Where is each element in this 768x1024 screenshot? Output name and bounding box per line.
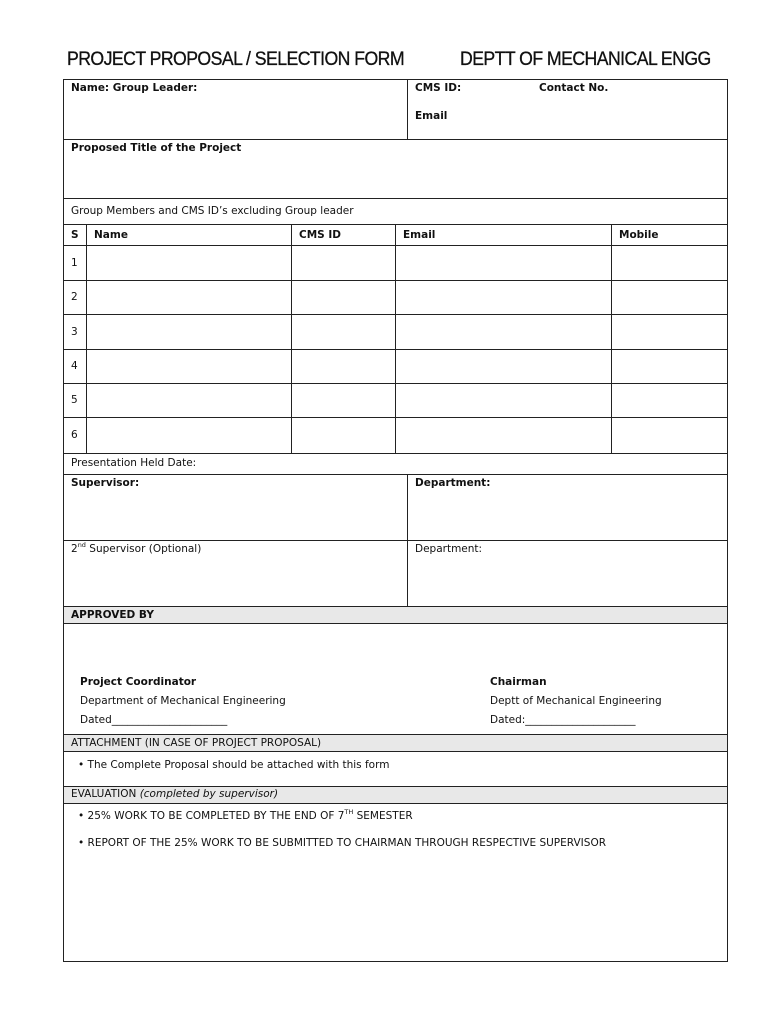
second-supervisor-department-label: Department:	[415, 543, 483, 555]
column-divider	[291, 224, 292, 453]
leader-name-label: Name: Group Leader:	[71, 82, 198, 94]
bullet-icon: •	[78, 759, 85, 771]
bullet-icon: •	[78, 810, 85, 822]
row-divider	[63, 280, 728, 281]
divider	[63, 139, 728, 140]
presentation-date-label: Presentation Held Date:	[71, 457, 197, 469]
row-number: 3	[71, 326, 78, 338]
attachment-heading: ATTACHMENT (IN CASE OF PROJECT PROPOSAL)	[71, 737, 322, 749]
divider	[63, 803, 728, 804]
department-title: DEPTT OF MECHANICAL ENGG	[460, 49, 711, 70]
cms-id-label: CMS ID:	[415, 82, 462, 94]
supervisor-label: Supervisor:	[71, 477, 140, 489]
row-divider	[63, 349, 728, 350]
row-divider	[63, 314, 728, 315]
second-supervisor-label: 2nd Supervisor (Optional)	[71, 541, 202, 555]
section-shade	[64, 607, 727, 623]
row-number: 2	[71, 291, 78, 303]
evaluation-heading: EVALUATION (completed by supervisor)	[71, 788, 279, 800]
chairman-department: Deptt of Mechanical Engineering	[490, 695, 662, 707]
column-divider	[395, 224, 396, 453]
divider	[63, 540, 728, 541]
coordinator-dated: Dated______________________	[80, 714, 228, 726]
divider	[63, 751, 728, 752]
column-divider	[86, 224, 87, 453]
approved-by-heading: APPROVED BY	[71, 609, 154, 621]
contact-label: Contact No.	[539, 82, 609, 94]
row-divider	[63, 383, 728, 384]
row-number: 6	[71, 429, 78, 441]
members-caption: Group Members and CMS ID’s excluding Group leader	[71, 205, 354, 217]
evaluation-bullet: • REPORT OF THE 25% WORK TO BE SUBMITTED TO CHAIRMAN THROUGH RESPECTIVE SUPERVISOR	[78, 837, 606, 849]
row-number: 5	[71, 394, 78, 406]
coordinator-title: Project Coordinator	[80, 676, 197, 688]
row-number: 4	[71, 360, 78, 372]
divider	[63, 198, 728, 199]
chairman-dated: Dated:_____________________	[490, 714, 636, 726]
col-header-cms-id: CMS ID	[299, 229, 341, 241]
evaluation-bullet: • 25% WORK TO BE COMPLETED BY THE END OF 7TH SEMESTER	[78, 808, 413, 822]
divider	[407, 79, 408, 139]
divider	[63, 474, 728, 475]
col-header-mobile: Mobile	[619, 229, 659, 241]
col-header-s: S	[71, 229, 79, 241]
supervisor-department-label: Department:	[415, 477, 491, 489]
coordinator-department: Department of Mechanical Engineering	[80, 695, 286, 707]
form-title: PROJECT PROPOSAL / SELECTION FORM	[67, 49, 405, 70]
divider	[63, 623, 728, 624]
project-title-label: Proposed Title of the Project	[71, 142, 242, 154]
email-label: Email	[415, 110, 448, 122]
chairman-title: Chairman	[490, 676, 547, 688]
row-number: 1	[71, 257, 78, 269]
divider	[63, 453, 728, 454]
col-header-email: Email	[403, 229, 436, 241]
attachment-bullet: • The Complete Proposal should be attached with this form	[78, 759, 390, 771]
bullet-icon: •	[78, 837, 85, 849]
row-divider	[63, 417, 728, 418]
col-header-name: Name	[94, 229, 128, 241]
column-divider	[611, 224, 612, 453]
